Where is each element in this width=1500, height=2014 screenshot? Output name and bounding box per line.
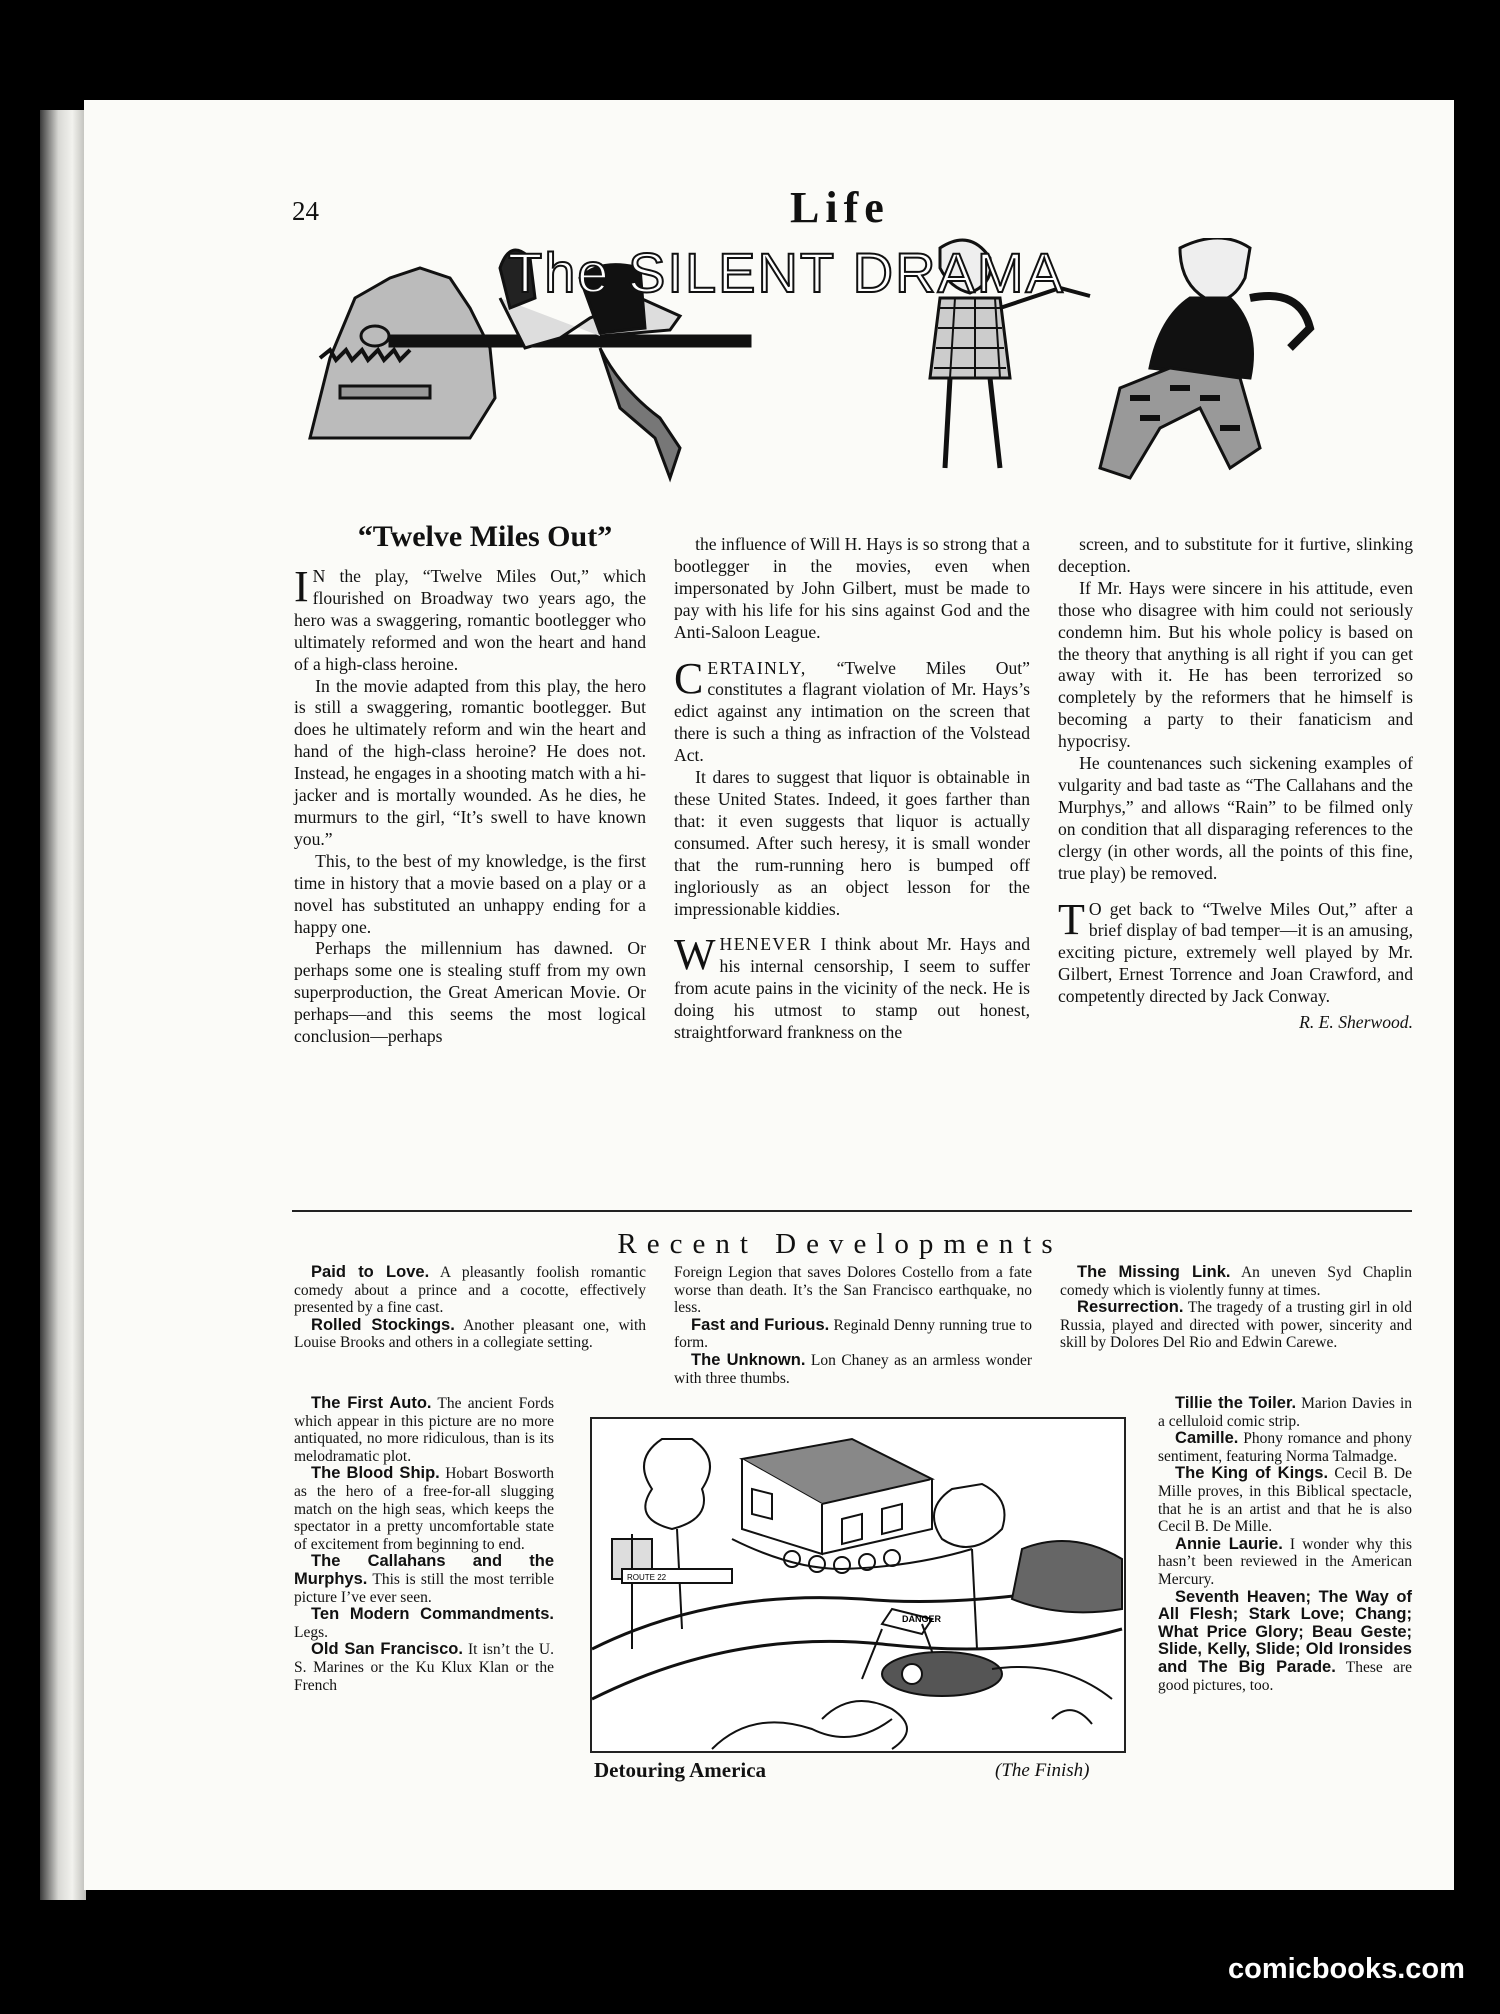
- lead-caps: ERTAINLY,: [707, 657, 807, 678]
- drop-cap: I: [294, 562, 309, 611]
- review-film-title: Resurrection.: [1077, 1298, 1184, 1317]
- danger-sign-text: DANGER: [902, 1614, 942, 1624]
- review-item: Resurrection. The tragedy of a trusting girl in old Russia, played and directed with power, sincerity and skill by Dolores Del Rio and Edwin Carewe.: [1060, 1298, 1412, 1352]
- article-column-1: [294, 562, 646, 1048]
- review-item: The Unknown. Lon Chaney as an armless wonder with three thumbs.: [674, 1350, 1032, 1387]
- review-film-title: Paid to Love.: [311, 1263, 430, 1281]
- tree-drawing: [644, 1439, 710, 1529]
- reviews-column-2: [674, 1264, 1032, 1387]
- review-film-title: The Missing Link.: [1077, 1263, 1231, 1281]
- drop-cap: C: [674, 653, 704, 703]
- review-film-title: Old San Francisco.: [311, 1640, 463, 1659]
- review-item: Seventh Heaven; The Way of All Flesh; Stark Love; Chang; What Price Glory; Beau Geste; Slide, Kelly, Slide; Old Ironsides and The Big Parade. These are good pictures, too.: [1158, 1587, 1413, 1694]
- article-paragraph: This, to the best of my knowledge, is the first time in history that a movie based on a play or a novel has substituted an unhappy ending for a happy one.: [294, 850, 646, 937]
- page-number: 24: [292, 196, 319, 226]
- article-headline: “Twelve Miles Out”: [357, 520, 613, 553]
- review-film-title: Fast and Furious.: [691, 1315, 830, 1334]
- cartoon-caption: Detouring America: [594, 1758, 767, 1782]
- review-item: The Callahans and the Murphys. This is still the most terrible picture I’ve ever seen.: [294, 1552, 554, 1606]
- review-film-title: Camille.: [1175, 1429, 1239, 1448]
- book-spine: [40, 110, 86, 1900]
- article-paragraph: WHENEVER I think about Mr. Hays and his internal censorship, I seem to suffer from acute pains in the vicinity of the neck. He is doing his utmost to stamp out honest, straightforward frankness on the: [674, 930, 1030, 1043]
- review-film-title: The Unknown.: [691, 1350, 806, 1369]
- article-paragraph: CERTAINLY, “Twelve Miles Out” constitutes a flagrant violation of Mr. Hays’s edict against any intimation on the screen that there is such a thing as infraction of the Volstead Act.: [674, 653, 1030, 766]
- cartoon-subcaption: (The Finish): [995, 1760, 1090, 1781]
- recent-developments-title: Recent Developments: [617, 1228, 1063, 1260]
- review-item: Camille. Phony romance and phony sentiment, featuring Norma Talmadge.: [1158, 1429, 1412, 1465]
- article-paragraph: In the movie adapted from this play, the hero is still a swaggering, romantic bootlegger. But does he ultimately reform and win the heart and hand of the high-class heroine? He does not. Instead, he engages in a shooting match with a hi-jacker and is mortally wounded. As he dies, he murmurs to the girl, “It’s swell to have known you.”: [294, 675, 646, 849]
- saw-blade-drawing: [310, 268, 495, 438]
- review-film-title: The First Auto.: [311, 1394, 432, 1412]
- article-paragraph: If Mr. Hays were sincere in his attitude, even those who disagree with him could not seriously condemn him. But his whole policy is based on the theory that anything is all right if you can get away with it. He has been terrorized so completely by the reformers that he himself is becoming a party to their fanaticism and hypocrisy.: [1058, 577, 1413, 752]
- author-signature: R. E. Sherwood.: [1299, 1012, 1413, 1033]
- reviews-column-1: [294, 1264, 646, 1352]
- reviews-column-3: [1060, 1264, 1412, 1352]
- review-item: The Blood Ship. Hobart Bosworth as the hero of a free-for-all slugging match on the high seas, which keeps the spectator in a pretty uncomfortable state of excitement from beginning to end.: [294, 1464, 555, 1553]
- article-paragraph: I N the play, “Twelve Miles Out,” which flourished on Broadway two years ago, the hero was a swaggering, romantic bootlegger who ultimately reformed and won the heart and hand of a high-class heroine.: [294, 562, 646, 674]
- article-paragraph: It dares to suggest that liquor is obtainable in these United States. Indeed, it goes farther than that: it even suggests that liquor is actually consumed. After such heresy, it is small wonder that the rum-running hero is bumped off ingloriously as an object lesson for the impressionable kiddies.: [674, 767, 1030, 919]
- review-item: The Missing Link. An uneven Syd Chaplin comedy which is violently funny at times.: [1060, 1263, 1412, 1299]
- article-paragraph: He countenances such sickening examples of vulgarity and bad taste as “The Callahans and the Murphys,” and allows “Rain” to be filmed only on condition that all disparaging references to the clergy (in other words, all the points of this fine, true play) be removed.: [1058, 753, 1413, 883]
- review-film-title: Rolled Stockings.: [311, 1315, 455, 1334]
- review-film-title: The King of Kings.: [1175, 1464, 1329, 1483]
- reviews-column-1-narrow: [294, 1395, 554, 1694]
- street-sign-text: ROUTE 22: [627, 1573, 667, 1582]
- article-paragraph: T O get back to “Twelve Miles Out,” after a brief display of bad temper—it is an amusing, exciting picture, extremely well played by Mr. Gilbert, Ernest Torrence and Joan Crawford, and competently directed by Jack Conway.: [1058, 894, 1413, 1007]
- drop-cap: W: [674, 930, 716, 980]
- review-item: The First Auto. The ancient Fords which appear in this picture are no more antiquated, no more ridiculous, than is its melodramatic plot.: [294, 1394, 554, 1465]
- article-paragraph: the influence of Will H. Hays is so strong that a bootlegger in the movies, even when impersonated by John Gilbert, must be made to pay with his life for his sins against God and the Anti-Saloon League.: [674, 534, 1030, 642]
- reviews-column-3-narrow: [1158, 1395, 1412, 1694]
- review-film-title: The Callahans and the Murphys.: [294, 1552, 554, 1588]
- review-item: Annie Laurie. I wonder why this hasn’t been reviewed in the American Mercury.: [1158, 1534, 1412, 1588]
- review-film-title: Tillie the Toiler.: [1175, 1394, 1297, 1412]
- review-film-title: Seventh Heaven; The Way of All Flesh; Stark Love; Chang; What Price Glory; Beau Geste; Slide, Kelly, Slide; Old Ironsides and The Big Parade.: [1158, 1587, 1412, 1676]
- detouring-america-cartoon: [590, 1417, 1126, 1753]
- table-drawing: [390, 336, 750, 346]
- review-film-title: Annie Laurie.: [1175, 1534, 1283, 1553]
- review-film-title: The Blood Ship.: [311, 1464, 440, 1483]
- review-film-title: Ten Modern Commandments.: [311, 1605, 554, 1624]
- masthead: Life: [790, 183, 890, 232]
- review-item: Foreign Legion that saves Dolores Costello from a fate worse than death. It’s the San Francisco earthquake, no less.: [674, 1264, 1032, 1317]
- review-item: Fast and Furious. Reginald Denny running true to form.: [674, 1315, 1032, 1352]
- review-item: Ten Modern Commandments. Legs.: [294, 1605, 554, 1641]
- villain-figure-drawing: [1180, 238, 1250, 301]
- article-column-2: [674, 534, 1030, 1044]
- review-item: Tillie the Toiler. Marion Davies in a celluloid comic strip.: [1158, 1394, 1412, 1430]
- review-item: Old San Francisco. It isn’t the U. S. Marines or the Ku Klux Klan or the French: [294, 1640, 554, 1694]
- review-item: Rolled Stockings. Another pleasant one, with Louise Brooks and others in a collegiate setting.: [294, 1315, 646, 1352]
- review-item: The King of Kings. Cecil B. De Mille proves, in this Biblical spectacle, that he is an artist and that he is also Cecil B. De Mille.: [1158, 1464, 1412, 1536]
- article-column-3: [1058, 534, 1413, 1034]
- article-paragraph: screen, and to substitute for it furtive, slinking deception.: [1058, 534, 1413, 576]
- article-paragraph: Perhaps the millennium has dawned. Or perhaps some one is stealing stuff from my own superproduction, the Great American Movie. Or perhaps—and this seems the most logical conclusion—perhaps: [294, 938, 646, 1047]
- site-watermark: comicbooks.com: [1228, 1953, 1465, 1985]
- drop-cap: T: [1058, 894, 1085, 944]
- lead-caps: HENEVER: [719, 934, 813, 955]
- silent-drama-title: The SILENT DRAMA: [508, 241, 1065, 304]
- section-divider: [292, 1210, 1412, 1212]
- review-item: Paid to Love. A pleasantly foolish romantic comedy about a prince and a cocotte, effectively presented by a fine cast.: [294, 1263, 646, 1317]
